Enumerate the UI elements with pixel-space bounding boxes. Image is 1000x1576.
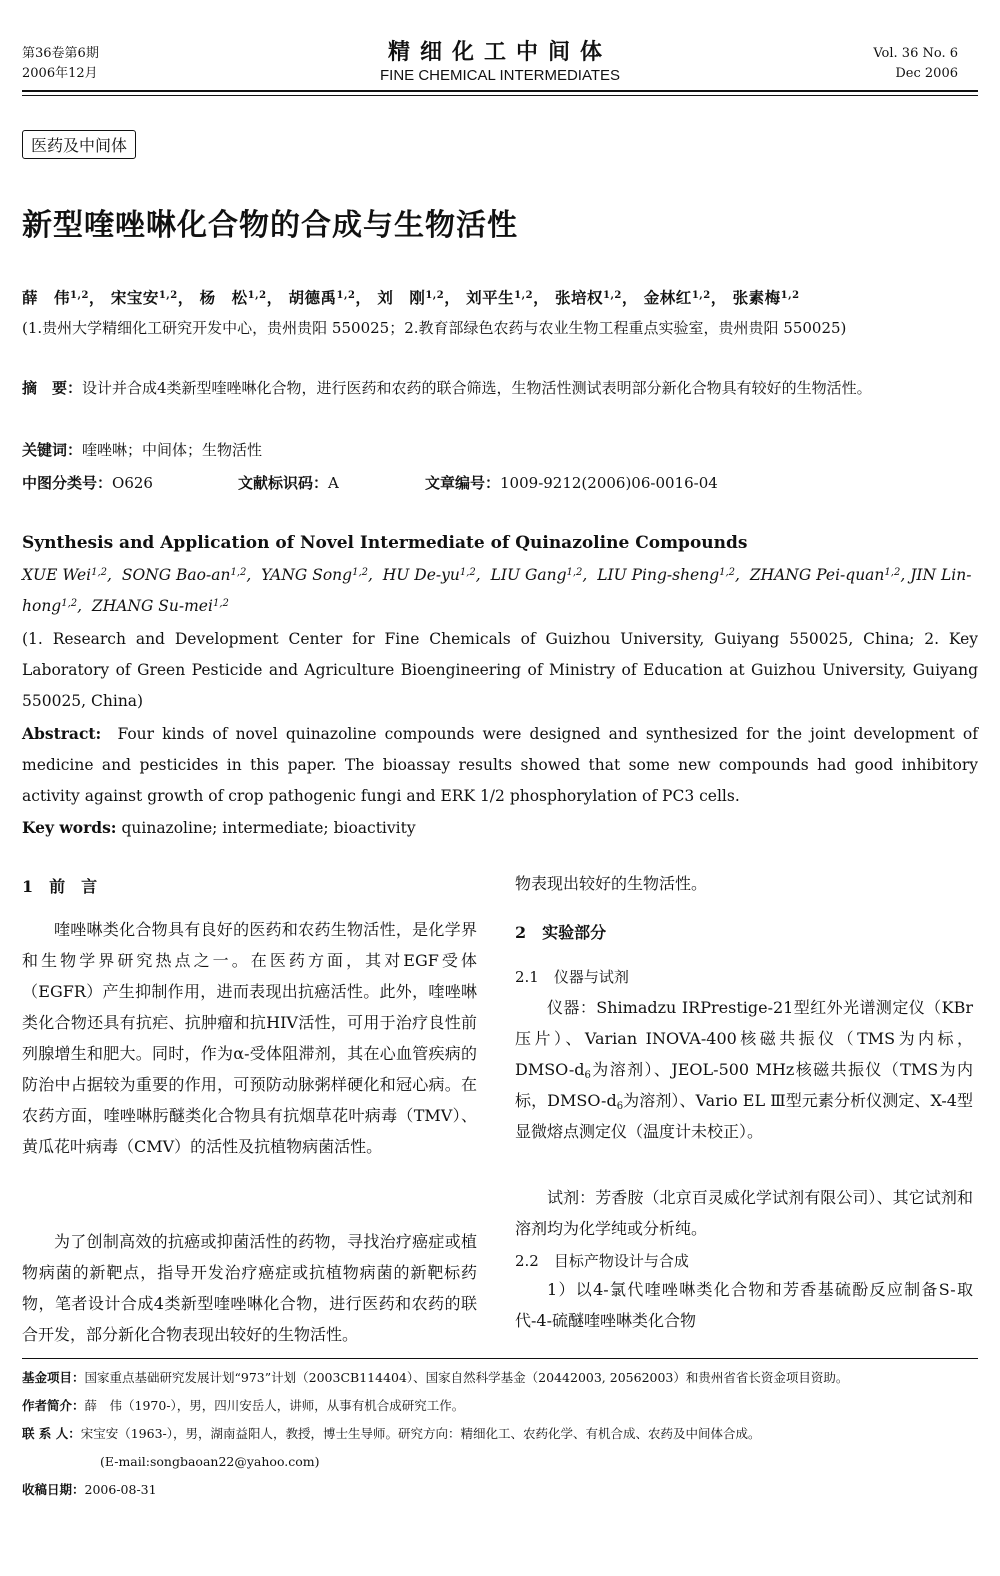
article-number-label: 文章编号： xyxy=(425,474,501,492)
authors-cn: 薛 伟$^{1,2}$， 宋宝安$^{1,2}$， 杨 松$^{1,2}$， 胡德禹$^{1,2}$， 刘 刚$^{1,2}$， 刘平生$^{1,2}$， 张培权$^{1,2}$， 金林红$^{1,2}$， 张素梅$^{1,2}$ xyxy=(22,288,800,307)
author-en: LIU Ping-sheng$^{1,2}$ xyxy=(597,566,736,584)
keywords-cn-label: 关键词： xyxy=(22,441,83,459)
abstract-en xyxy=(22,718,978,812)
author-en: SONG Bao-an$^{1,2}$ xyxy=(121,566,247,584)
abstract-en-label: Abstract: xyxy=(22,724,102,743)
author-en: HU De-yu$^{1,2}$ xyxy=(382,566,476,584)
author-cn: 金林红$^{1,2}$ xyxy=(643,288,711,307)
keywords-en-label: Key words: xyxy=(22,818,117,837)
author-cn: 胡德禹$^{1,2}$ xyxy=(288,288,356,307)
footnote-contact xyxy=(22,1420,978,1448)
section-tag: 医药及中间体 xyxy=(22,130,136,159)
contact-label: 联 系 人： xyxy=(22,1426,81,1441)
author-cn: 刘平生$^{1,2}$ xyxy=(466,288,534,307)
synthesis-step-1: 1）以4-氯代喹唑啉类化合物和芳香基硫酚反应制备S-取代-4-硫醚喹唑啉类化合物 xyxy=(515,1280,973,1330)
author-en: ZHANG Su-mei$^{1,2}$ xyxy=(91,597,229,615)
author-cn: 薛 伟$^{1,2}$ xyxy=(22,288,89,307)
author-bio-label: 作者简介： xyxy=(22,1398,85,1413)
instruments-label: 仪器： xyxy=(547,998,597,1017)
instruments-text-b: 为溶剂）、JEOL-500 MHz核磁共振仪（TMS为内标，DMSO-d xyxy=(515,1060,973,1110)
received-date: 2006-08-31 xyxy=(84,1482,157,1497)
section-heading-1: 1 前 言 xyxy=(22,877,98,896)
intro-paragraph-2-continued: 物表现出较好的生物活性。 xyxy=(515,874,708,893)
header-volume-en xyxy=(873,44,958,84)
abstract-en-text: Four kinds of novel quinazoline compounds were designed and synthesized for the joint development of medicine and pesticides in this paper. The bioassay results showed that some new compounds had good inhibitory activity against growth of crop pathogenic fungi and ERK 1/2 phosphorylation of PC3 cells. xyxy=(22,725,979,805)
author-bio-text: 薛 伟（1970-），男，四川安岳人，讲师，从事有机合成研究工作。 xyxy=(84,1398,465,1413)
header-rule xyxy=(22,90,978,92)
author-en: LIU Gang$^{1,2}$ xyxy=(490,566,583,584)
volume-issue-en: Vol. 36 No. 6 xyxy=(873,46,958,61)
article-number-value: 1009-9212(2006)06-0016-04 xyxy=(500,474,718,492)
footnote-author xyxy=(22,1392,978,1420)
journal-name xyxy=(300,38,700,86)
abstract-cn-label: 摘 要： xyxy=(22,379,83,397)
author-en: ZHANG Pei-quan$^{1,2}$ xyxy=(749,566,901,584)
date-en: Dec 2006 xyxy=(895,66,958,81)
paper-title-en: Synthesis and Application of Novel Intermediate of Quinazoline Compounds xyxy=(22,533,748,553)
author-en: JIN Lin-hong$^{1,2}$ xyxy=(22,566,972,615)
keywords-cn-text: 喹唑啉；中间体；生物活性 xyxy=(82,441,263,459)
clc-value: O626 xyxy=(112,474,153,492)
footnote-funding xyxy=(22,1364,978,1392)
keywords-en-text: quinazoline; intermediate; bioactivity xyxy=(121,819,416,837)
author-en: XUE Wei$^{1,2}$ xyxy=(22,566,108,584)
author-cn: 宋宝安$^{1,2}$ xyxy=(110,288,178,307)
subscript: 6 xyxy=(584,1070,591,1081)
clc-label: 中图分类号： xyxy=(22,474,113,492)
instruments-paragraph xyxy=(515,992,973,1147)
volume-issue-cn: 第36卷第6期 xyxy=(22,46,99,61)
footnote-received xyxy=(22,1476,978,1504)
affiliation-en: (1. Research and Development Center for Fine Chemicals of Guizhou University, Guiyang 550025, China; 2. Key Laboratory of Green Pesticide and Agriculture Bioengineering of Ministry of Education at Guizhou University, Guiyang 550025, China) xyxy=(22,630,978,710)
contact-email: (E-mail:songbaoan22@yahoo.com) xyxy=(100,1454,320,1469)
affiliation-cn: (1.贵州大学精细化工研究开发中心，贵州贵阳 550025；2.教育部绿色农药与农业生物工程重点实验室，贵州贵阳 550025) xyxy=(22,319,847,337)
instruments-text-a: Shimadzu IRPrestige-21型红外光谱测定仪（KBr压片）、Varian INOVA-400核磁共振仪（TMS为内标，DMSO-d xyxy=(515,998,973,1079)
instruments-text-c: 为溶剂）、Vario EL Ⅲ型元素分析仪测定、X-4型显微熔点测定仪（温度计未校正）。 xyxy=(515,1091,973,1141)
reagents-paragraph xyxy=(515,1182,973,1244)
reagents-label: 试剂： xyxy=(547,1188,596,1207)
footnote-rule xyxy=(22,1358,978,1359)
subsection-2-2: 2.2 目标产物设计与合成 xyxy=(515,1252,689,1270)
paper-title: 新型喹唑啉化合物的合成与生物活性 xyxy=(22,208,518,243)
keywords-cn xyxy=(22,438,978,463)
funding-label: 基金项目： xyxy=(22,1370,85,1385)
subsection-2-1: 2.1 仪器与试剂 xyxy=(515,968,629,986)
intro-paragraph-2: 为了创制高效的抗癌或抑菌活性的药物，寻找治疗癌症或植物病菌的新靶点，指导开发治疗癌症或抗植物病菌的新靶标药物，笔者设计合成4类新型喹唑啉化合物，进行医药和农药的联合开发，部分新化合物表现出较好的生物活性。 xyxy=(22,1232,477,1344)
journal-name-cn: 精细化工中间体 xyxy=(387,39,612,65)
abstract-cn xyxy=(22,376,978,401)
doc-value: A xyxy=(328,474,339,492)
article-number xyxy=(425,472,718,493)
doc-code xyxy=(238,472,339,493)
author-cn: 张培权$^{1,2}$ xyxy=(554,288,622,307)
journal-name-en: FINE CHEMICAL INTERMEDIATES xyxy=(379,67,621,84)
keywords-en xyxy=(22,812,978,844)
received-label: 收稿日期： xyxy=(22,1482,85,1497)
header-volume-cn xyxy=(22,44,99,84)
doc-label: 文献标识码： xyxy=(238,474,329,492)
classification-line xyxy=(22,472,153,493)
authors-en: XUE Wei$^{1,2}$, SONG Bao-an$^{1,2}$, YANG Song$^{1,2}$, HU De-yu$^{1,2}$, LIU Gang$^{1,2}$, LIU Ping-sheng$^{1,2}$, ZHANG Pei-quan$^{1,2}$, JIN Lin-hong$^{1,2}$, ZHANG Su-mei$^{1,2}$ xyxy=(22,566,972,615)
intro-paragraph-1: 喹唑啉类化合物具有良好的医药和农药生物活性，是化学界和生物学界研究热点之一。在医药方面，其对EGF受体（EGFR）产生抑制作用，进而表现出抗癌活性。此外，喹唑啉类化合物还具有抗疟、抗肿瘤和抗HIV活性，可用于治疗良性前列腺增生和肥大。同时，作为α-受体阻滞剂，其在心血管疾病的防治中占据较为重要的作用，可预防动脉粥样硬化和冠心病。在农药方面，喹唑啉肟醚类化合物具有抗烟草花叶病毒（TMV）、黄瓜花叶病毒（CMV）的活性及抗植物病菌活性。 xyxy=(22,920,477,1156)
author-cn: 杨 松$^{1,2}$ xyxy=(199,288,267,307)
section-heading-2: 2 实验部分 xyxy=(515,923,607,942)
subscript: 6 xyxy=(616,1101,624,1112)
header-rule-thin xyxy=(22,95,978,96)
reagents-text: 芳香胺（北京百灵威化学试剂有限公司）、其它试剂和溶剂均为化学纯或分析纯。 xyxy=(515,1188,973,1238)
abstract-cn-text: 设计并合成4类新型喹唑啉化合物，进行医药和农药的联合筛选，生物活性测试表明部分新化合物具有较好的生物活性。 xyxy=(82,379,872,397)
funding-text: 国家重点基础研究发展计划“973”计划（2003CB114404）、国家自然科学基金（20442003, 20562003）和贵州省省长资金项目资助。 xyxy=(84,1370,849,1385)
author-cn: 刘 刚$^{1,2}$ xyxy=(377,288,445,307)
contact-text: 宋宝安（1963-），男，湖南益阳人，教授，博士生导师。研究方向：精细化工、农药化学、有机合成、农药及中间体合成。 xyxy=(80,1426,761,1441)
author-en: YANG Song$^{1,2}$ xyxy=(261,566,368,584)
author-cn: 张素梅$^{1,2}$ xyxy=(732,288,800,307)
date-cn: 2006年12月 xyxy=(22,66,98,81)
